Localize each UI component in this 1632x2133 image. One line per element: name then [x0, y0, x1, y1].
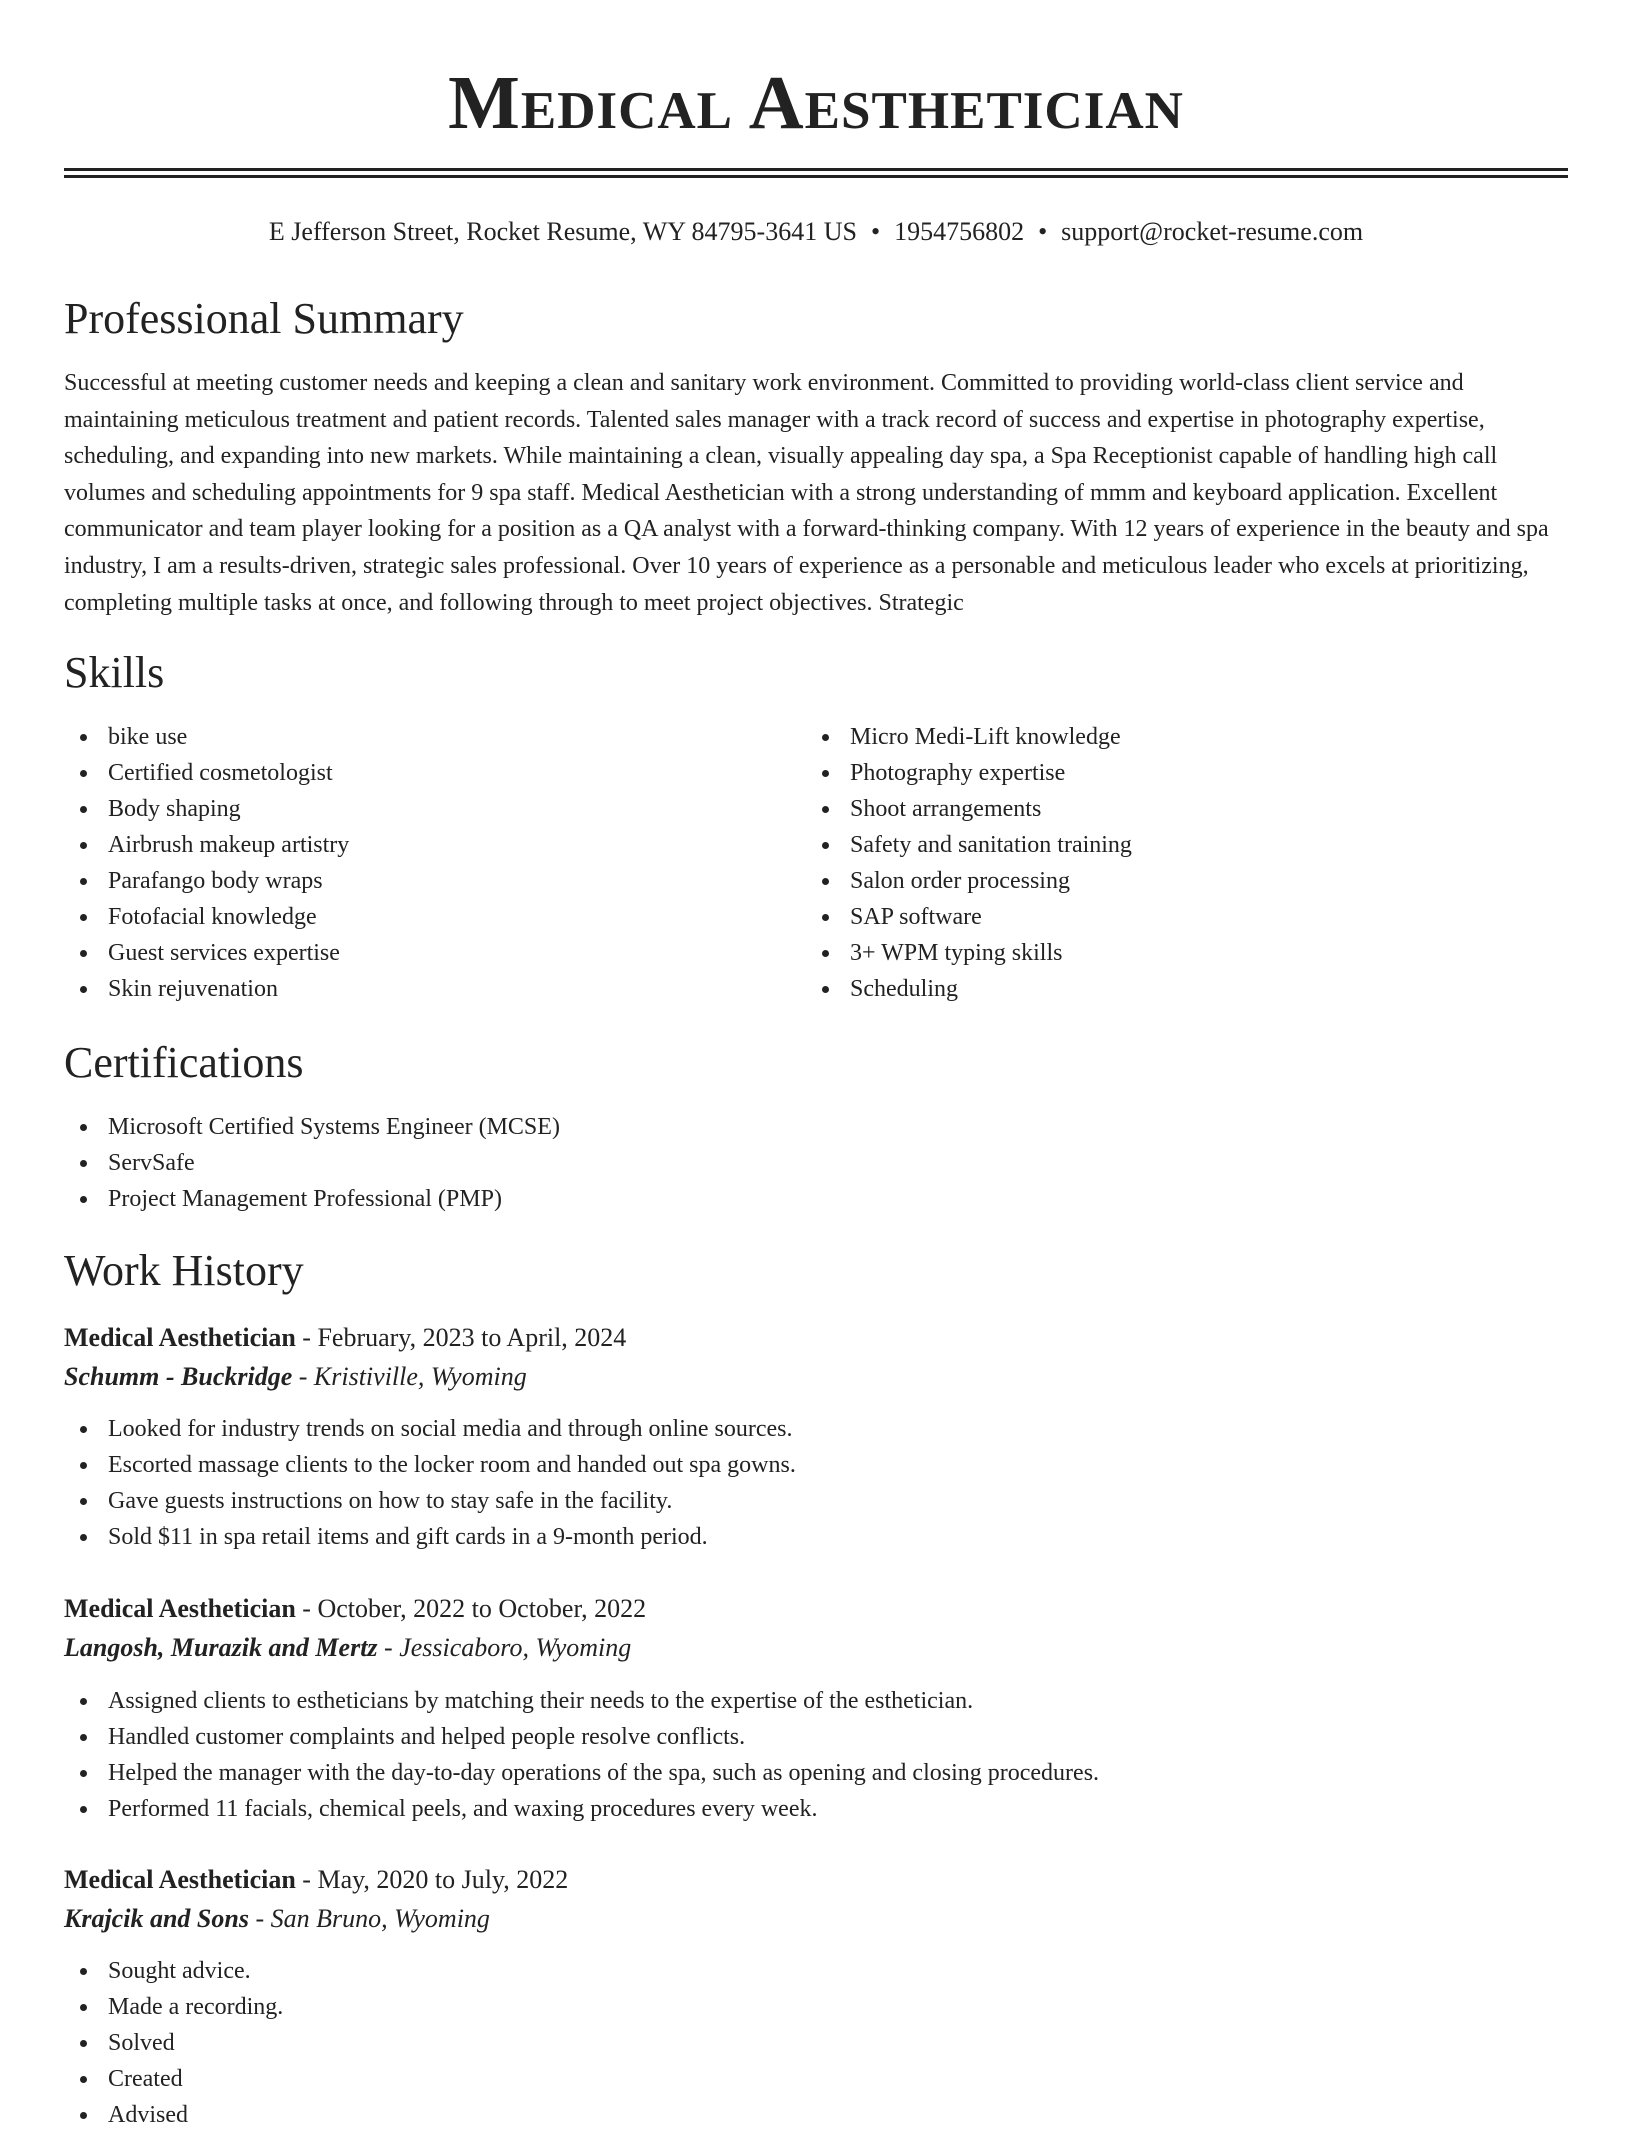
job-location: - San Bruno, Wyoming — [248, 1904, 490, 1933]
skill-item: Guest services expertise — [64, 935, 764, 971]
job-role: Medical Aesthetician — [64, 1865, 296, 1894]
summary-heading: Professional Summary — [64, 294, 464, 343]
job-location: - Kristiville, Wyoming — [292, 1362, 527, 1391]
skill-item: Body shaping — [64, 791, 764, 827]
title-divider-bottom — [64, 175, 1568, 178]
contact-email: support@rocket-resume.com — [1061, 217, 1364, 246]
job-duties-list — [64, 1683, 1568, 1827]
job-employer — [64, 1900, 490, 1938]
contact-line — [64, 214, 1568, 250]
job-dates: - February, 2023 to April, 2024 — [295, 1323, 627, 1352]
skill-item: bike use — [64, 719, 764, 755]
job-company: Langosh, Murazik and Mertz — [64, 1633, 378, 1662]
skill-item: Safety and sanitation training — [806, 827, 1546, 863]
job-employer — [64, 1358, 527, 1396]
skill-item: SAP software — [806, 899, 1546, 935]
job-duty-item: Looked for industry trends on social media and through online sources. — [64, 1411, 1568, 1447]
job-header — [64, 1861, 568, 1899]
skills-heading: Skills — [64, 648, 165, 697]
skill-item: Shoot arrangements — [806, 791, 1546, 827]
job-duty-item: Performed 11 facials, chemical peels, and waxing procedures every week. — [64, 1791, 1568, 1827]
job-company: Krajcik and Sons — [64, 1904, 249, 1933]
resume-title: Medical Aesthetician — [448, 61, 1184, 145]
job-duties-list — [64, 1953, 1568, 2133]
job-company: Schumm - Buckridge — [64, 1362, 293, 1391]
job-duty-item: Made a recording. — [64, 1989, 1568, 2025]
contact-separator: • — [870, 217, 881, 246]
job-duty-item: Sought advice. — [64, 1953, 1568, 1989]
skill-item: Parafango body wraps — [64, 863, 764, 899]
certification-item: Microsoft Certified Systems Engineer (MCSE) — [64, 1109, 1568, 1145]
job-duty-item: Handled customer complaints and helped people resolve conflicts. — [64, 1719, 1568, 1755]
job-location: - Jessicaboro, Wyoming — [377, 1633, 632, 1662]
job-dates: - October, 2022 to October, 2022 — [295, 1594, 647, 1623]
contact-separator: • — [1038, 217, 1048, 246]
skills-list-left — [64, 719, 764, 1007]
skill-item: Photography expertise — [806, 755, 1546, 791]
job-duty-item: Created — [64, 2061, 1568, 2097]
skill-item: Skin rejuvenation — [64, 971, 764, 1007]
skill-item: Salon order processing — [806, 863, 1546, 899]
skill-item: Fotofacial knowledge — [64, 899, 764, 935]
job-duty-item: Sold $11 in spa retail items and gift cards in a 9-month period. — [64, 1519, 1568, 1555]
job-role: Medical Aesthetician — [64, 1323, 296, 1352]
skill-item: Airbrush makeup artistry — [64, 827, 764, 863]
certification-item: Project Management Professional (PMP) — [64, 1181, 1568, 1217]
job-duty-item: Gave guests instructions on how to stay safe in the facility. — [64, 1483, 1568, 1519]
job-duty-item: Advised — [64, 2097, 1568, 2133]
job-header — [64, 1590, 646, 1628]
job-duty-item: Helped the manager with the day-to-day operations of the spa, such as opening and closing procedures. — [64, 1755, 1568, 1791]
job-dates: - May, 2020 to July, 2022 — [295, 1865, 569, 1894]
skill-item: Certified cosmetologist — [64, 755, 764, 791]
job-role: Medical Aesthetician — [64, 1594, 296, 1623]
job-duty-item: Assigned clients to estheticians by matching their needs to the expertise of the esthetician. — [64, 1683, 1568, 1719]
job-employer — [64, 1629, 631, 1667]
certifications-list — [64, 1109, 1568, 1217]
skill-item: 3+ WPM typing skills — [806, 935, 1546, 971]
title-divider-top — [64, 168, 1568, 171]
job-duty-item: Solved — [64, 2025, 1568, 2061]
skill-item: Micro Medi-Lift knowledge — [806, 719, 1546, 755]
contact-phone: 1954756802 — [894, 217, 1025, 246]
job-duty-item: Escorted massage clients to the locker room and handed out spa gowns. — [64, 1447, 1568, 1483]
skills-list-right — [806, 719, 1546, 1007]
job-duties-list — [64, 1411, 1568, 1555]
work-history-heading: Work History — [64, 1246, 304, 1295]
summary-text: Successful at meeting customer needs and keeping a clean and sanitary work environment. Committed to providing world-class client service and maintaining meticulous treatment and patient records. Talented sales manager with a track record of success and expertise in photography expertise, scheduling, and expanding into new markets. While maintaining a clean, visually appealing day spa, a Spa Receptionist capable of handling high call volumes and scheduling appointments for 9 spa staff. Medical Aesthetician with a strong understanding of mmm and keyboard application. Excellent communicator and team player looking for a position as a QA analyst with a forward-thinking company. With 12 years of experience in the beauty and spa industry, I am a results-driven, strategic sales professional. Over 10 years of experience as a personable and meticulous leader who excels at prioritizing, completing multiple tasks at once, and following through to meet project objectives. Strategic — [64, 370, 1549, 616]
job-header — [64, 1319, 626, 1357]
certification-item: ServSafe — [64, 1145, 1568, 1181]
certifications-heading: Certifications — [64, 1038, 304, 1087]
skill-item: Scheduling — [806, 971, 1546, 1007]
contact-address: E Jefferson Street, Rocket Resume, WY 84795-3641 US — [268, 217, 857, 246]
